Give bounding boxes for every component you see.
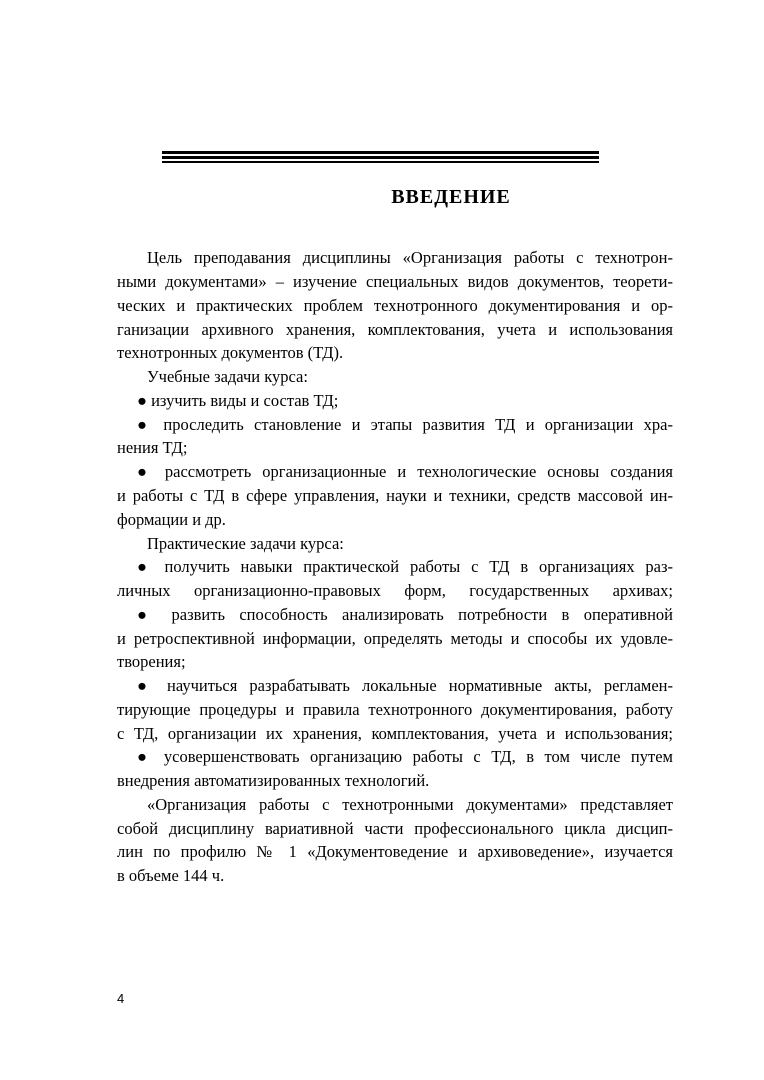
text-line: и ретроспективной информации, определять методы и способы их удовле- [117,629,673,648]
text-line: Практические задачи курса: [147,534,344,553]
page-number: 4 [117,991,125,1006]
text-line: Цель преподавания дисциплины «Организация работы с технотрон- [147,248,673,267]
text-line: с ТД, организации их хранения, комплектования, учета и использования; [117,724,673,743]
text-line: «Организация работы с технотронными документами» представляет [147,795,673,814]
list-item: ● развить способность анализировать потребности в оперативной [137,605,673,624]
title-rule-bottom [162,161,599,163]
text-line: лин по профилю № 1 «Документоведение и архивоведение», изучается [117,842,673,861]
list-item: ● проследить становление и этапы развития ТД и организации хра- [137,415,673,434]
list-item: ● изучить виды и состав ТД; [137,391,339,410]
text-line: внедрения автоматизированных технологий. [117,771,430,790]
text-line: творения; [117,652,186,671]
list-item: ● получить навыки практической работы с ТД в организациях раз- [137,557,673,576]
list-item: ● научиться разрабатывать локальные нормативные акты, регламен- [137,676,673,695]
list-item: ● усовершенствовать организацию работы с ТД, в том числе путем [137,747,673,766]
chapter-heading: ВВЕДЕНИЕ [391,186,511,208]
title-rule-middle [162,156,599,159]
text-line: технотронных документов (ТД). [117,343,344,362]
text-line: формации и др. [117,510,226,529]
text-line: ческих и практических проблем технотронного документирования и ор- [117,296,673,315]
text-line: Учебные задачи курса: [147,367,308,386]
text-line: в объеме 144 ч. [117,866,225,885]
text-line: ганизации архивного хранения, комплектования, учета и использования [117,320,673,339]
text-line: тирующие процедуры и правила технотронного документирования, работу [117,700,673,719]
text-line: ными документами» – изучение специальных видов документов, теорети- [117,272,673,291]
list-item: ● рассмотреть организационные и технологические основы создания [137,462,673,481]
text-line: собой дисциплину вариативной части профессионального цикла дисцип- [117,819,673,838]
text-line: личных организационно-правовых форм, государственных архивах; [117,581,673,600]
text-line: и работы с ТД в сфере управления, науки и техники, средств массовой ин- [117,486,673,505]
text-line: нения ТД; [117,438,188,457]
title-rule-top [162,151,599,154]
